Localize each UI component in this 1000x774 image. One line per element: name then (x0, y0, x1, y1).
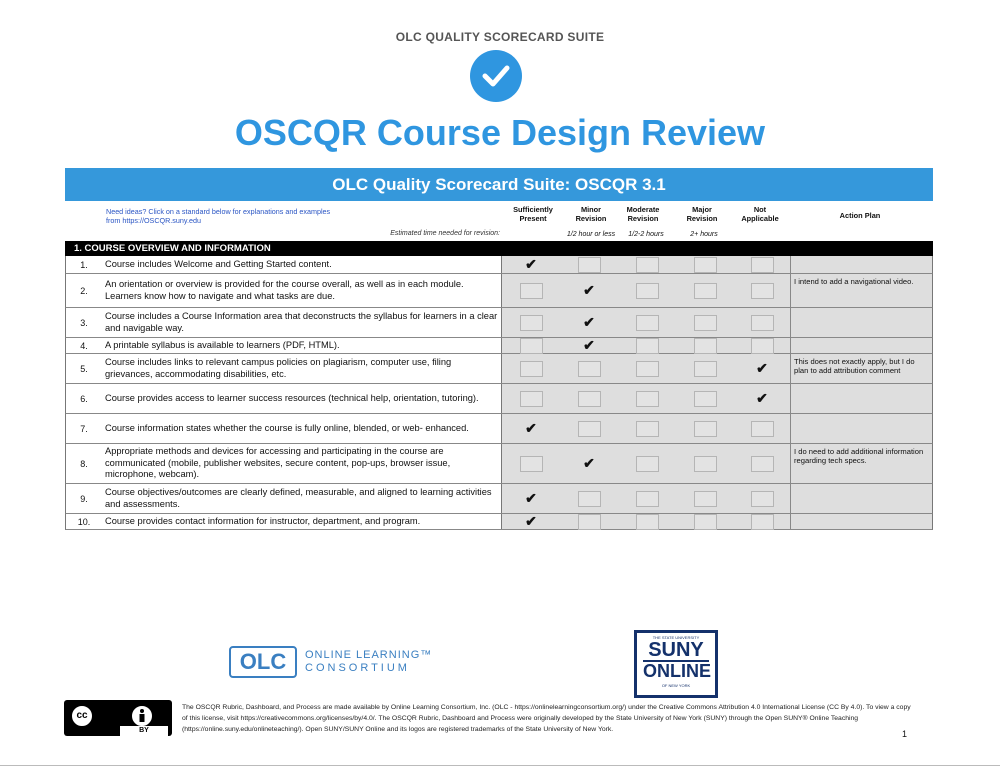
rating-checkbox[interactable] (694, 283, 717, 299)
check-mark-icon: ✔ (583, 337, 595, 353)
rating-major-cell[interactable] (676, 444, 734, 483)
rating-sufficient-cell[interactable] (502, 444, 560, 483)
action-plan-field[interactable] (790, 338, 932, 353)
check-mark-icon: ✔ (583, 455, 595, 471)
cc-by-badge (64, 700, 172, 736)
rating-na-cell[interactable] (733, 414, 791, 443)
rating-major-cell[interactable] (676, 308, 734, 337)
rating-moderate-cell[interactable] (618, 274, 676, 307)
rating-checkbox[interactable] (520, 391, 543, 407)
rating-checkbox[interactable] (520, 338, 543, 354)
col-minor-revision: Minor Revision (575, 205, 607, 223)
check-mark-icon: ✔ (583, 282, 595, 298)
rating-sufficient-cell[interactable] (502, 274, 560, 307)
license-text: The OSCQR Rubric, Dashboard, and Process are made available by Online Learning Consortium, Inc. (OLC - https://onlinelearningconsortium.org/) under the Creative Commons Attribution 4.0 International License (CC By 4.0). To view a copy of this license, visit https://creativecommons.org/licenses/by/4.0/. The OSCQR Rubric, Dashboard and Process were originally developed by the State University of New York (SUNY) through the Open SUNY® Online Teaching (https://online.suny.edu/onlineteaching/). Open SUNY/SUNY Online and its logos are registered trademarks of the State University of New York. (182, 704, 911, 733)
check-mark-icon: ✔ (583, 314, 595, 330)
rating-checkbox[interactable] (694, 391, 717, 407)
page-title: OSCQR Course Design Review (234, 112, 766, 153)
rating-moderate-cell[interactable] (618, 514, 676, 529)
rating-na-cell[interactable] (733, 256, 791, 273)
attribution-icon (130, 704, 154, 728)
cc-icon: cc (70, 704, 94, 728)
rating-minor-cell[interactable] (560, 354, 618, 383)
online-word: ONLINE (643, 661, 712, 681)
row-number: 7. (66, 414, 103, 443)
action-plan-field[interactable]: This does not exactly apply, but I do plan to add attribution comment (790, 354, 932, 383)
standard-text[interactable]: Course provides access to learner success resources (technical help, orientation, tutoring). (102, 384, 502, 413)
action-plan-field[interactable] (790, 484, 932, 513)
table-row (65, 354, 933, 384)
rating-checkbox[interactable] (636, 361, 659, 377)
rating-checkbox[interactable] (694, 315, 717, 331)
check-mark-icon: ✔ (525, 513, 537, 529)
estimated-time-label: Estimated time needed for revision: (390, 230, 500, 237)
rating-checkbox[interactable] (636, 514, 659, 530)
rating-sufficient-cell[interactable] (502, 514, 560, 529)
page-number: 1 (902, 729, 908, 739)
standard-text[interactable]: Appropriate methods and devices for accessing and participating in the course are communicated (mobile, publisher websites, secure content, pop-ups, browser issue, microphone, webcam). (102, 444, 502, 483)
standard-text[interactable]: Course provides contact information for instructor, department, and program. (102, 514, 502, 529)
rating-major-cell[interactable] (676, 484, 734, 513)
rating-na-cell[interactable] (733, 514, 791, 529)
standard-text[interactable]: An orientation or overview is provided for the course overall, as well as in each module. Learners know how to navigate and what tasks are due. (102, 274, 502, 307)
standard-text[interactable]: Course includes a Course Information area that deconstructs the syllabus for learners in a clear and navigable way. (102, 308, 502, 337)
rating-checkbox[interactable] (751, 338, 774, 354)
rating-checkbox[interactable] (636, 391, 659, 407)
standard-text[interactable]: Course includes links to relevant campus policies on plagiarism, computer use, filing grievances, accommodating disabilities, etc. (102, 354, 502, 383)
section-header: 1. COURSE OVERVIEW AND INFORMATION (65, 241, 933, 256)
minor-time: 1/2 hour or less (566, 231, 616, 238)
check-badge-icon (470, 50, 522, 102)
olc-mark: OLC (229, 646, 297, 678)
rating-sufficient-cell[interactable] (502, 338, 560, 353)
rating-major-cell[interactable] (676, 354, 734, 383)
row-number: 9. (66, 484, 103, 513)
rating-major-cell[interactable] (676, 414, 734, 443)
rating-na-cell[interactable] (733, 338, 791, 353)
rating-sufficient-cell[interactable] (502, 256, 560, 273)
moderate-time: 1/2-2 hours (628, 231, 664, 238)
rating-major-cell[interactable] (676, 384, 734, 413)
check-mark-icon: ✔ (525, 420, 537, 436)
rating-checkbox[interactable] (520, 283, 543, 299)
rating-checkbox[interactable] (751, 257, 774, 273)
rating-checkbox[interactable] (751, 315, 774, 331)
row-number: 2. (66, 274, 103, 307)
table-row (65, 338, 933, 354)
col-not-applicable: Not Applicable (741, 205, 779, 223)
rating-na-cell[interactable] (733, 444, 791, 483)
check-mark-icon: ✔ (525, 256, 537, 272)
rating-checkbox[interactable] (578, 491, 601, 507)
rating-sufficient-cell[interactable] (502, 384, 560, 413)
rating-sufficient-cell[interactable] (502, 354, 560, 383)
rating-moderate-cell[interactable] (618, 414, 676, 443)
action-plan-field[interactable]: I do need to add additional information regarding tech specs. (790, 444, 932, 483)
row-number: 3. (66, 308, 103, 337)
rating-checkbox[interactable] (636, 283, 659, 299)
rating-checkbox[interactable] (578, 361, 601, 377)
suny-online-logo (634, 630, 718, 698)
action-plan-field[interactable] (790, 414, 932, 443)
standard-text[interactable]: Course includes Welcome and Getting Started content. (102, 256, 502, 273)
rating-na-cell[interactable] (733, 484, 791, 513)
page-divider (0, 765, 1000, 766)
rating-checkbox[interactable] (694, 338, 717, 354)
col-major-revision: Major Revision (686, 205, 718, 223)
row-number: 10. (66, 514, 103, 529)
rating-moderate-cell[interactable] (618, 484, 676, 513)
rating-checkbox[interactable] (751, 456, 774, 472)
rating-checkbox[interactable] (694, 514, 717, 530)
standard-text[interactable]: Course information states whether the course is fully online, blended, or web- enhanced. (102, 414, 502, 443)
rating-checkbox[interactable] (694, 361, 717, 377)
rating-major-cell[interactable] (676, 514, 734, 529)
row-number: 5. (66, 354, 103, 383)
col-moderate-revision: Moderate Revision (626, 205, 660, 223)
rating-checkbox[interactable] (751, 514, 774, 530)
check-mark-icon: ✔ (756, 390, 768, 406)
rating-checkbox[interactable] (636, 456, 659, 472)
rating-checkbox[interactable] (578, 257, 601, 273)
rating-checkbox[interactable] (636, 315, 659, 331)
action-plan-field[interactable] (790, 256, 932, 273)
olc-line1: ONLINE LEARNING™ (305, 649, 433, 661)
rating-minor-cell[interactable] (560, 338, 618, 353)
rating-minor-cell[interactable] (560, 384, 618, 413)
rating-minor-cell[interactable] (560, 274, 618, 307)
col-action-plan: Action Plan (839, 211, 881, 220)
rating-checkbox[interactable] (694, 491, 717, 507)
suny-top: THE STATE UNIVERSITY (652, 635, 700, 640)
rating-checkbox[interactable] (578, 391, 601, 407)
rating-moderate-cell[interactable] (618, 444, 676, 483)
rating-na-cell[interactable] (733, 274, 791, 307)
standard-text[interactable]: Course objectives/outcomes are clearly defined, measurable, and aligned to learning activities and assessments. (102, 484, 502, 513)
rating-checkbox[interactable] (751, 283, 774, 299)
rating-checkbox[interactable] (694, 456, 717, 472)
action-plan-field[interactable] (790, 384, 932, 413)
rating-checkbox[interactable] (751, 421, 774, 437)
table-row (65, 308, 933, 338)
rating-checkbox[interactable] (694, 257, 717, 273)
table-row (65, 256, 933, 274)
check-mark-icon: ✔ (756, 360, 768, 376)
scorecard-banner: OLC Quality Scorecard Suite: OSCQR 3.1 (65, 168, 933, 201)
suite-title: OLC QUALITY SCORECARD SUITE (395, 30, 605, 44)
rating-na-cell[interactable] (733, 308, 791, 337)
action-plan-field[interactable] (790, 514, 932, 529)
rating-minor-cell[interactable] (560, 256, 618, 273)
rating-checkbox[interactable] (636, 338, 659, 354)
rating-minor-cell[interactable] (560, 444, 618, 483)
rating-na-cell[interactable] (733, 384, 791, 413)
rating-moderate-cell[interactable] (618, 308, 676, 337)
review-table (65, 241, 933, 530)
rating-major-cell[interactable] (676, 338, 734, 353)
rating-moderate-cell[interactable] (618, 338, 676, 353)
table-row (65, 384, 933, 414)
rating-major-cell[interactable] (676, 274, 734, 307)
rating-checkbox[interactable] (520, 361, 543, 377)
rating-moderate-cell[interactable] (618, 384, 676, 413)
by-label: BY (120, 726, 168, 736)
row-number: 8. (66, 444, 103, 483)
major-time: 2+ hours (690, 231, 718, 238)
rating-moderate-cell[interactable] (618, 354, 676, 383)
rating-checkbox[interactable] (636, 257, 659, 273)
rating-checkbox[interactable] (578, 514, 601, 530)
table-row (65, 274, 933, 308)
rating-checkbox[interactable] (520, 315, 543, 331)
rating-checkbox[interactable] (636, 421, 659, 437)
rating-checkbox[interactable] (520, 456, 543, 472)
rating-checkbox[interactable] (578, 421, 601, 437)
check-mark-icon: ✔ (525, 490, 537, 506)
action-plan-field[interactable]: I intend to add a navigational video. (790, 274, 932, 307)
rating-checkbox[interactable] (751, 491, 774, 507)
rating-minor-cell[interactable] (560, 484, 618, 513)
rating-minor-cell[interactable] (560, 514, 618, 529)
rating-minor-cell[interactable] (560, 414, 618, 443)
rating-checkbox[interactable] (636, 491, 659, 507)
table-row (65, 444, 933, 484)
rating-checkbox[interactable] (694, 421, 717, 437)
rating-sufficient-cell[interactable] (502, 414, 560, 443)
rating-moderate-cell[interactable] (618, 256, 676, 273)
rating-na-cell[interactable] (733, 354, 791, 383)
suny-bottom: OF NEW YORK (661, 683, 691, 688)
table-row (65, 514, 933, 530)
table-row (65, 414, 933, 444)
olc-line2: CONSORTIUM (305, 662, 410, 674)
row-number: 4. (66, 338, 103, 353)
table-row (65, 484, 933, 514)
rating-sufficient-cell[interactable] (502, 484, 560, 513)
standard-text[interactable]: A printable syllabus is available to learners (PDF, HTML). (102, 338, 502, 353)
row-number: 6. (66, 384, 103, 413)
olc-logo (229, 646, 432, 678)
suny-word: SUNY (648, 639, 704, 661)
ideas-link[interactable]: Need ideas? Click on a standard below for explanations and examples from https://OSCQR.suny.edu (106, 207, 331, 225)
rating-minor-cell[interactable] (560, 308, 618, 337)
col-sufficiently-present: Sufficiently Present (513, 205, 553, 223)
review-rows (65, 256, 933, 530)
rating-major-cell[interactable] (676, 256, 734, 273)
row-number: 1. (66, 256, 103, 273)
rating-sufficient-cell[interactable] (502, 308, 560, 337)
action-plan-field[interactable] (790, 308, 932, 337)
